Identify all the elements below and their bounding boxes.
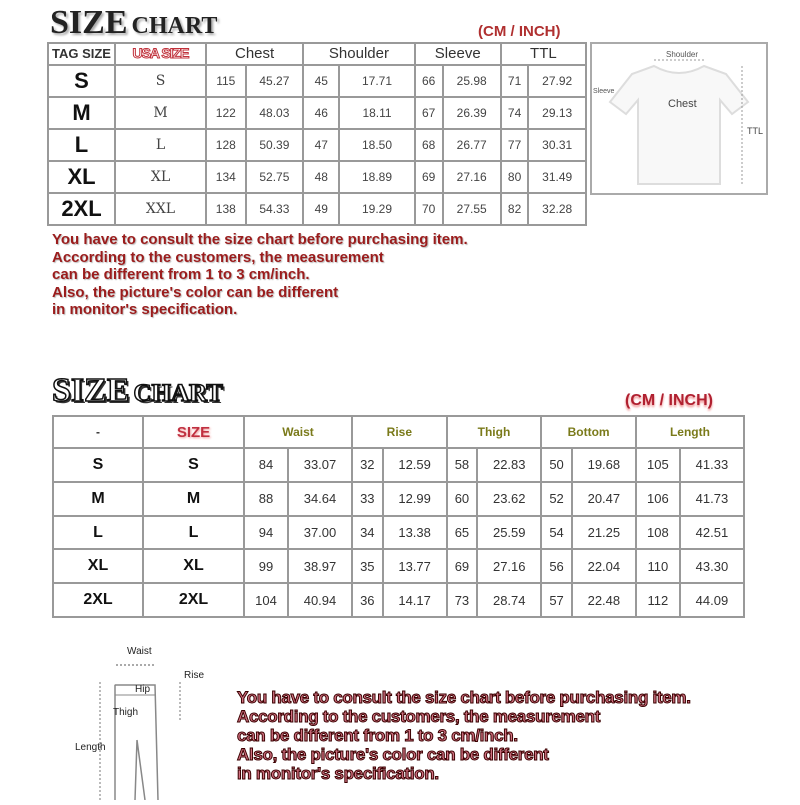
measurement-cell: 20.47 [572, 482, 636, 516]
header-ttl: TTL [501, 43, 586, 65]
measurement-cell: 18.11 [339, 97, 414, 129]
table-row [48, 65, 586, 97]
measurement-cell: 14.17 [383, 583, 447, 617]
shoulder-label: Shoulder [666, 50, 699, 59]
rise-label: Rise [184, 670, 205, 681]
bottom-size-table [52, 415, 745, 618]
measurement-cell: 18.89 [339, 161, 414, 193]
note-line: in monitor's specification. [237, 764, 439, 783]
measurement-cell: 22.48 [572, 583, 636, 617]
note-line: can be different from 1 to 3 cm/inch. [237, 726, 518, 745]
measurement-cell: 26.39 [443, 97, 501, 129]
measurement-cell: 32.28 [528, 193, 586, 225]
header-row [53, 416, 744, 448]
pants-icon [70, 640, 220, 800]
bottom-size-chart-title [52, 372, 223, 410]
header-shoulder: Shoulder [303, 43, 415, 65]
tshirt-icon [592, 44, 766, 193]
measurement-cell: 25.98 [443, 65, 501, 97]
measurement-cell: 106 [636, 482, 680, 516]
note-line: Also, the picture's color can be different [52, 283, 339, 301]
measurement-cell: 41.73 [680, 482, 744, 516]
header-rise: Rise [352, 416, 447, 448]
measurement-cell: 108 [636, 516, 680, 550]
tag-size-cell: XL [48, 161, 115, 193]
measurement-cell: 58 [447, 448, 478, 482]
measurement-cell: 84 [244, 448, 288, 482]
title-small: CHART [133, 380, 223, 407]
measurement-cell: 57 [541, 583, 572, 617]
measurement-cell: 69 [415, 161, 443, 193]
measurement-cell: 26.77 [443, 129, 501, 161]
measurement-cell: 45 [303, 65, 339, 97]
measurement-cell: 74 [501, 97, 529, 129]
measurement-cell: 27.55 [443, 193, 501, 225]
measurement-cell: 32 [352, 448, 383, 482]
measurement-cell: 12.59 [383, 448, 447, 482]
title-big: SIZE [52, 372, 130, 409]
tag-size-cell: M [53, 482, 143, 516]
measurement-cell: 50.39 [246, 129, 304, 161]
measurement-cell: 13.77 [383, 549, 447, 583]
measurement-cell: 33 [352, 482, 383, 516]
table-row [48, 193, 586, 225]
length-label: Length [75, 742, 106, 753]
measurement-cell: 46 [303, 97, 339, 129]
tag-size-cell: M [48, 97, 115, 129]
measurement-cell: 30.31 [528, 129, 586, 161]
measurement-cell: 33.07 [288, 448, 352, 482]
header-length: Length [636, 416, 744, 448]
measurement-cell: 88 [244, 482, 288, 516]
measurement-cell: 49 [303, 193, 339, 225]
header-size: SIZE [143, 416, 244, 448]
note-line: You have to consult the size chart before purchasing item. [52, 231, 468, 248]
measurement-cell: 27.16 [443, 161, 501, 193]
measurement-cell: 18.50 [339, 129, 414, 161]
measurement-cell: 36 [352, 583, 383, 617]
measurement-cell: 115 [206, 65, 246, 97]
measurement-cell: 47 [303, 129, 339, 161]
bottom-disclaimer [237, 688, 691, 783]
tshirt-diagram [590, 42, 768, 195]
header-bottom: Bottom [541, 416, 636, 448]
measurement-cell: 41.33 [680, 448, 744, 482]
usa-size-cell: S [115, 65, 206, 97]
title-small: CHART [131, 13, 218, 39]
measurement-cell: 66 [415, 65, 443, 97]
tag-size-cell: L [53, 516, 143, 550]
measurement-cell: 34.64 [288, 482, 352, 516]
measurement-cell: 43.30 [680, 549, 744, 583]
measurement-cell: 25.59 [477, 516, 541, 550]
header-waist: Waist [244, 416, 352, 448]
measurement-cell: 77 [501, 129, 529, 161]
title-big: SIZE [50, 4, 128, 41]
measurement-cell: 70 [415, 193, 443, 225]
measurement-cell: 19.29 [339, 193, 414, 225]
tag-size-cell: L [48, 129, 115, 161]
size-cell: XL [143, 549, 244, 583]
top-unit-label: (CM / INCH) [478, 23, 561, 40]
note-line: in monitor's specification. [52, 301, 238, 318]
measurement-cell: 35 [352, 549, 383, 583]
table-row [53, 482, 744, 516]
chest-label: Chest [668, 98, 697, 110]
header-chest: Chest [206, 43, 303, 65]
measurement-cell: 42.51 [680, 516, 744, 550]
size-cell: M [143, 482, 244, 516]
header-usa-size [115, 43, 206, 65]
measurement-cell: 52 [541, 482, 572, 516]
measurement-cell: 28.74 [477, 583, 541, 617]
measurement-cell: 17.71 [339, 65, 414, 97]
table-row [53, 516, 744, 550]
measurement-cell: 68 [415, 129, 443, 161]
pants-diagram [70, 640, 220, 800]
note-line: According to the customers, the measurement [237, 707, 601, 726]
header-thigh: Thigh [447, 416, 542, 448]
measurement-cell: 12.99 [383, 482, 447, 516]
measurement-cell: 99 [244, 549, 288, 583]
size-cell: 2XL [143, 583, 244, 617]
measurement-cell: 138 [206, 193, 246, 225]
tag-size-cell: S [53, 448, 143, 482]
measurement-cell: 22.04 [572, 549, 636, 583]
table-row [53, 583, 744, 617]
measurement-cell: 69 [447, 549, 478, 583]
measurement-cell: 44.09 [680, 583, 744, 617]
measurement-cell: 52.75 [246, 161, 304, 193]
measurement-cell: 34 [352, 516, 383, 550]
measurement-cell: 67 [415, 97, 443, 129]
measurement-cell: 54 [541, 516, 572, 550]
measurement-cell: 45.27 [246, 65, 304, 97]
measurement-cell: 94 [244, 516, 288, 550]
table-row [53, 448, 744, 482]
measurement-cell: 56 [541, 549, 572, 583]
table-row [48, 161, 586, 193]
usa-size-cell: M [115, 97, 206, 129]
measurement-cell: 128 [206, 129, 246, 161]
measurement-cell: 65 [447, 516, 478, 550]
measurement-cell: 40.94 [288, 583, 352, 617]
measurement-cell: 21.25 [572, 516, 636, 550]
measurement-cell: 23.62 [477, 482, 541, 516]
note-line: can be different from 1 to 3 cm/inch. [52, 266, 310, 283]
measurement-cell: 37.00 [288, 516, 352, 550]
tag-size-cell: 2XL [48, 193, 115, 225]
size-cell: L [143, 516, 244, 550]
measurement-cell: 22.83 [477, 448, 541, 482]
measurement-cell: 134 [206, 161, 246, 193]
measurement-cell: 29.13 [528, 97, 586, 129]
sleeve-label: Sleeve [593, 88, 615, 95]
note-line: You have to consult the size chart before purchasing item. [237, 688, 691, 707]
table-row [53, 549, 744, 583]
measurement-cell: 13.38 [383, 516, 447, 550]
measurement-cell: 48.03 [246, 97, 304, 129]
usa-size-cell: XXL [115, 193, 206, 225]
size-cell: S [143, 448, 244, 482]
usa-size-cell: L [115, 129, 206, 161]
measurement-cell: 19.68 [572, 448, 636, 482]
measurement-cell: 38.97 [288, 549, 352, 583]
measurement-cell: 71 [501, 65, 529, 97]
measurement-cell: 27.16 [477, 549, 541, 583]
header-blank: - [53, 416, 143, 448]
tag-size-cell: XL [53, 549, 143, 583]
measurement-cell: 50 [541, 448, 572, 482]
usa-size-label: USA SIZE [132, 45, 189, 62]
measurement-cell: 110 [636, 549, 680, 583]
table-row [48, 129, 586, 161]
measurement-cell: 82 [501, 193, 529, 225]
header-row [48, 43, 586, 65]
note-line: According to the customers, the measurement [52, 248, 384, 266]
measurement-cell: 105 [636, 448, 680, 482]
measurement-cell: 80 [501, 161, 529, 193]
note-line: Also, the picture's color can be different [237, 745, 549, 764]
tag-size-cell: 2XL [53, 583, 143, 617]
top-size-chart-title [50, 4, 217, 42]
measurement-cell: 31.49 [528, 161, 586, 193]
bottom-unit-label: (CM / INCH) [625, 392, 713, 409]
usa-size-cell: XL [115, 161, 206, 193]
thigh-label: Thigh [113, 707, 139, 718]
measurement-cell: 48 [303, 161, 339, 193]
measurement-cell: 112 [636, 583, 680, 617]
waist-label: Waist [127, 646, 152, 657]
top-size-table [47, 42, 587, 226]
measurement-cell: 54.33 [246, 193, 304, 225]
table-row [48, 97, 586, 129]
header-tag-size: TAG SIZE [48, 43, 115, 65]
ttl-label: TTL [747, 126, 764, 136]
top-disclaimer [52, 231, 468, 319]
measurement-cell: 104 [244, 583, 288, 617]
measurement-cell: 27.92 [528, 65, 586, 97]
measurement-cell: 73 [447, 583, 478, 617]
measurement-cell: 122 [206, 97, 246, 129]
hip-label: Hip [135, 684, 151, 695]
tag-size-cell: S [48, 65, 115, 97]
measurement-cell: 60 [447, 482, 478, 516]
header-sleeve: Sleeve [415, 43, 501, 65]
